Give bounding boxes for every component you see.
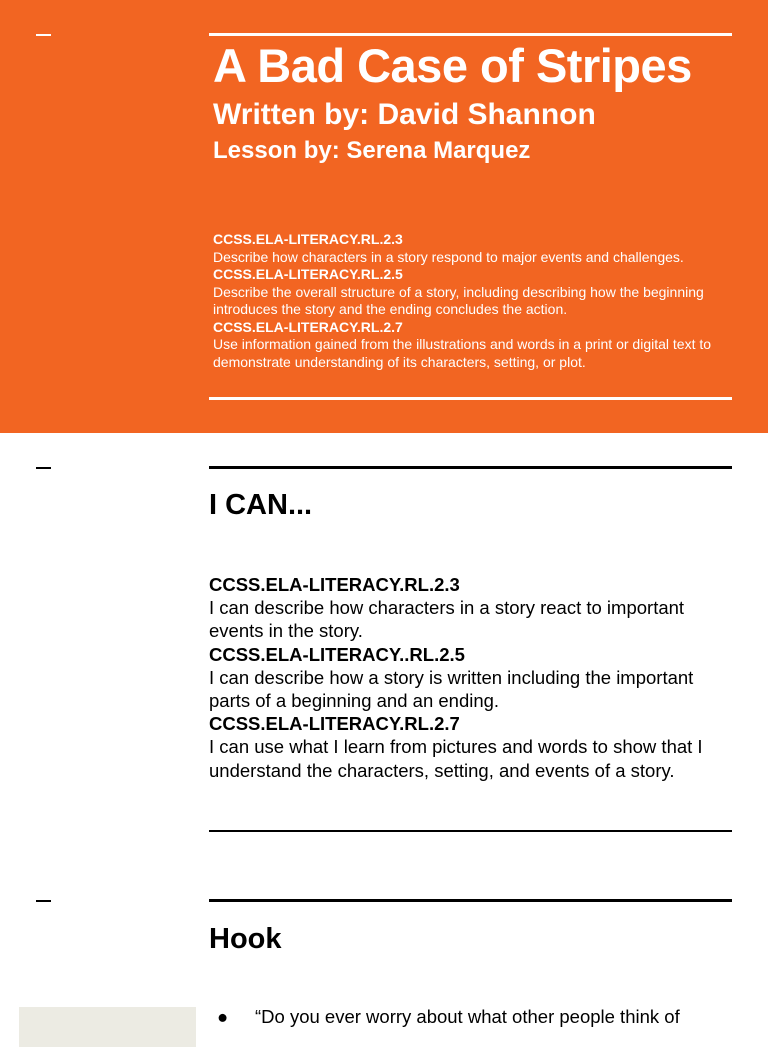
title-slide <box>0 0 768 433</box>
top-divider <box>209 899 732 902</box>
standard-code: CCSS.ELA-LITERACY.RL.2.5 <box>213 266 403 282</box>
section-heading: I CAN... <box>209 489 313 521</box>
i-can-statement: I can use what I learn from pictures and words to show that I understand the characters, setting, and events of a story. <box>209 736 703 781</box>
standards-list <box>213 231 733 371</box>
bullet-icon: ● <box>217 1006 229 1027</box>
author-line: Written by: David Shannon <box>213 98 596 131</box>
hook-bullet-list <box>209 1005 749 1028</box>
slide-marker-dash <box>36 900 51 902</box>
bottom-divider <box>209 830 732 832</box>
standard-description: Describe how characters in a story respond to major events and challenges. <box>213 248 684 265</box>
lesson-author-line: Lesson by: Serena Marquez <box>213 137 531 164</box>
section-heading: Hook <box>209 923 282 955</box>
standard-code: CCSS.ELA-LITERACY.RL.2.3 <box>209 574 460 595</box>
bullet-text: “Do you ever worry about what other people think of <box>255 1006 680 1027</box>
standard-description: Describe the overall structure of a story, including describing how the beginning introduces the story and the ending concludes the action. <box>213 283 704 317</box>
standard-code: CCSS.ELA-LITERACY.RL.2.7 <box>213 318 403 335</box>
book-title: A Bad Case of Stripes <box>213 39 692 92</box>
i-can-statement: I can describe how a story is written including the important parts of a beginning and an ending. <box>209 666 694 712</box>
standard-code: CCSS.ELA-LITERACY.RL.2.3 <box>213 231 403 247</box>
top-divider <box>209 466 732 469</box>
top-divider <box>209 33 732 36</box>
i-can-list <box>209 573 729 782</box>
slide-marker-dash <box>36 34 51 36</box>
standard-description: Use information gained from the illustrations and words in a print or digital text to demonstrate understanding of its characters, setting, or plot. <box>213 336 712 370</box>
list-item <box>209 1005 749 1028</box>
bottom-divider <box>209 397 732 400</box>
standard-code: CCSS.ELA-LITERACY..RL.2.5 <box>209 643 465 665</box>
hook-image <box>19 1007 196 1047</box>
i-can-statement: I can describe how characters in a story react to important events in the story. <box>209 597 685 642</box>
standard-code: CCSS.ELA-LITERACY.RL.2.7 <box>209 713 460 735</box>
slide-marker-dash <box>36 467 51 469</box>
